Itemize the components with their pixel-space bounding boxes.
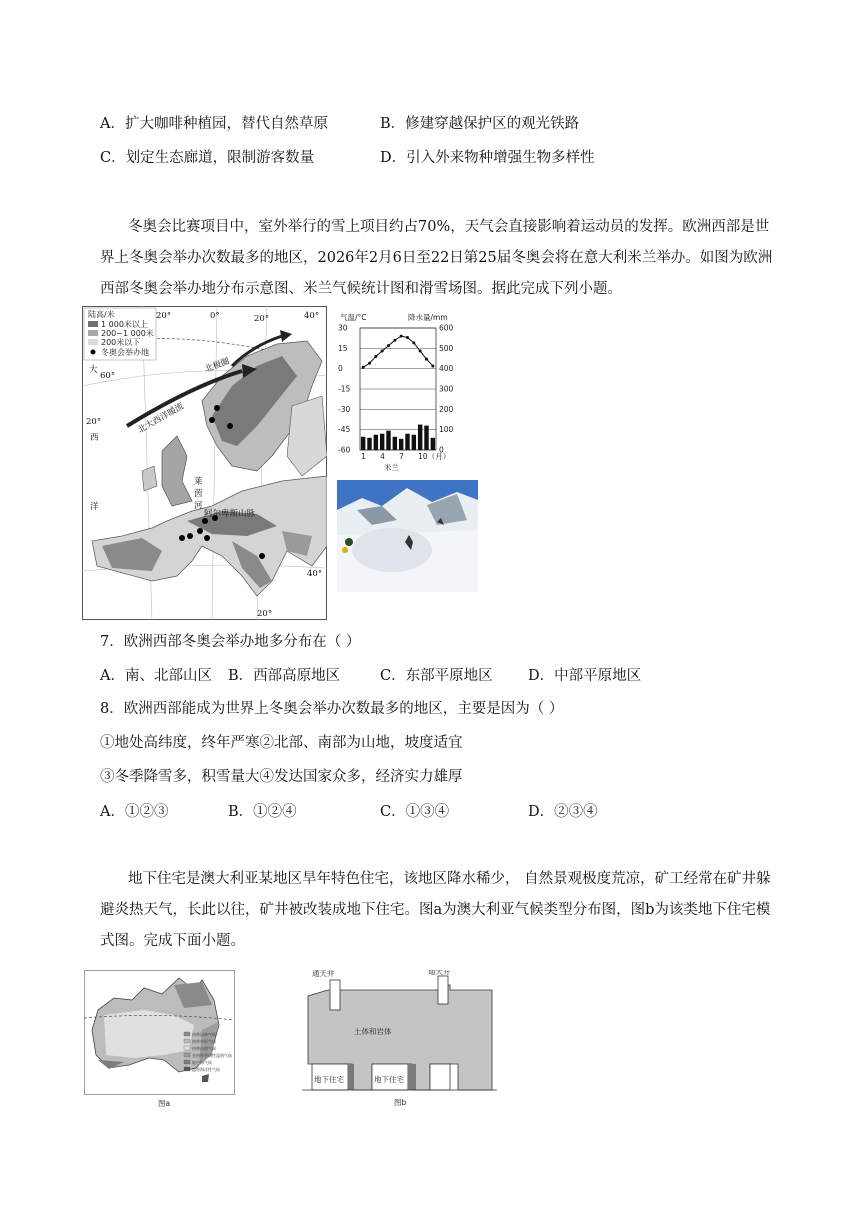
house-label-2: 地下住宅: [374, 1075, 404, 1084]
lon-label-4: 40°: [304, 311, 320, 321]
lat-label-60: 60°: [100, 371, 116, 381]
fig-a-legend-label: 地中海气候: [192, 1060, 212, 1065]
map-legend-title: 陆高/米: [88, 310, 115, 319]
temp-tick-label: 30: [338, 323, 348, 333]
fig-a-legend-swatch: [184, 1053, 190, 1057]
temp-point: [381, 350, 384, 353]
temp-point: [362, 366, 365, 369]
underground-house-diagram: [302, 970, 497, 1114]
fig-a-legend-swatch: [184, 1046, 190, 1050]
precip-bar: [361, 437, 365, 450]
temp-tick-label: -45: [338, 425, 351, 435]
q8-option-b: B．①②④: [228, 804, 297, 820]
precip-bar: [367, 438, 371, 450]
q7-stem: 7．欧洲西部冬奥会举办地多分布在（ ）: [100, 634, 361, 650]
month-tick-label: 4: [380, 452, 385, 461]
temp-point: [431, 364, 434, 367]
fig-a-legend-swatch: [184, 1060, 190, 1064]
fig-a-legend-swatch: [184, 1032, 190, 1036]
q7-option-b: B．西部高原地区: [228, 668, 341, 684]
temp-axis-label: 气温/°C: [340, 313, 367, 322]
precip-bar: [418, 425, 422, 450]
q8-stem: 8．欧洲西部能成为世界上冬奥会举办次数最多的地区，主要是因为（ ）: [100, 701, 564, 717]
passage-winter-olympics: [100, 212, 780, 305]
fig-a-legend-swatch: [184, 1039, 190, 1043]
temp-tick-label: 15: [338, 343, 348, 353]
lon-label-2: 0°: [210, 311, 220, 321]
fig-a-legend-label: 热带草原气候: [192, 1039, 216, 1044]
fig-a-legend-label: 亚热带季风性湿润气候: [192, 1053, 232, 1058]
fig-a-legend-label: 热带雨林气候: [192, 1032, 216, 1037]
ocean-char-1: 大: [89, 365, 98, 375]
precip-tick-label: 300: [439, 384, 454, 394]
fig-a-caption: 图a: [158, 1099, 171, 1108]
temp-point: [374, 355, 377, 358]
temp-point: [419, 350, 422, 353]
q8-option-c: C．①③④: [380, 804, 450, 820]
precip-bar: [386, 431, 390, 450]
current-label: 北大西洋暖流: [136, 401, 186, 436]
ocean-char-3: 洋: [90, 502, 99, 512]
temp-tick-label: -30: [338, 404, 351, 414]
q6-option-b: B．修建穿越保护区的观光铁路: [380, 116, 580, 132]
rhine-char-1: 莱: [194, 477, 203, 487]
month-tick-label: 7: [399, 452, 404, 461]
temp-point: [368, 362, 371, 365]
europe-map: [82, 306, 327, 624]
fig-a-legend-swatch: [184, 1067, 190, 1071]
bottom-lon-label: 20°: [257, 609, 273, 619]
precip-tick-label: 0: [439, 445, 444, 455]
shaft-label-left: 通天井: [312, 970, 335, 978]
house-label-1: 地下住宅: [314, 1075, 344, 1084]
fig-a-legend-label: 热带沙漠气候: [192, 1046, 216, 1051]
precip-tick-label: 200: [439, 404, 454, 414]
fig-b-caption: 图b: [394, 1098, 407, 1107]
passage-text: 冬奥会比赛项目中，室外举行的雪上项目约占70%，天气会直接影响着运动员的发挥。欧洲西部是世界上冬奥会举办次数最多的地区，2026年2月6日至22日第25届冬奥会将在意大利米兰举办。如图为欧洲西部冬奥会举办地分布示意图、米兰气候统计图和滑雪场图。据此完成下列小题。: [100, 219, 773, 297]
legend-item-host: 冬奥会举办地: [101, 348, 149, 357]
precip-tick-label: 600: [439, 323, 454, 333]
temp-tick-label: -60: [338, 445, 351, 455]
fig-a-legend-label: 温带海洋性气候: [192, 1067, 220, 1072]
milan-climate-chart: [336, 310, 466, 479]
q8-line-1: ①地处高纬度，终年严寒②北部、南部为山地，坡度适宜: [100, 735, 463, 751]
alps-label: 阿尔卑斯山脉: [204, 509, 256, 519]
precip-axis-label: 降水量/mm: [408, 313, 448, 322]
rhine-char-3: 河: [194, 501, 203, 511]
precip-bar: [412, 435, 416, 450]
shaft-label-right: 通天井: [428, 970, 451, 976]
precip-bar: [393, 437, 397, 450]
rock-label: 土体和岩体: [354, 1027, 392, 1036]
precip-tick-label: 100: [439, 425, 454, 435]
temp-point: [400, 335, 403, 338]
precip-tick-label: 500: [439, 343, 454, 353]
q8-option-d: D．②③④: [528, 804, 598, 820]
lat-label-20: 20°: [86, 417, 102, 427]
lon-label-1: 20°: [156, 311, 172, 321]
temp-point: [412, 341, 415, 344]
passage-underground-house: [100, 864, 780, 957]
precip-bar: [380, 434, 384, 450]
legend-item-mid: 200~1 000米: [101, 329, 154, 338]
australia-climate-map: [84, 970, 244, 1114]
precip-bar: [424, 426, 428, 450]
temp-point: [425, 358, 428, 361]
temp-tick-label: -15: [338, 384, 351, 394]
chart-title: 米兰: [384, 463, 399, 472]
precip-bar: [374, 435, 378, 450]
q8-line-2: ③冬季降雪多，积雪量大④发达国家众多，经济实力雄厚: [100, 769, 463, 785]
temp-tick-label: 0: [338, 364, 343, 374]
temp-point: [406, 336, 409, 339]
legend-item-low: 200米以下: [101, 338, 141, 347]
precip-bar: [405, 434, 409, 450]
q7-option-c: C．东部平原地区: [380, 668, 493, 684]
precip-bar: [399, 439, 403, 450]
q7-option-d: D．中部平原地区: [528, 668, 642, 684]
q6-option-d: D．引入外来物种增强生物多样性: [380, 150, 595, 166]
passage2-text: 地下住宅是澳大利亚某地区旱年特色住宅，该地区降水稀少， 自然景观极度荒凉，矿工经常在矿井躲避炎热天气，长此以往，矿井被改装成地下住宅。图a为澳大利亚气候类型分布图，图b为该类地下住宅模式图。完成下面小题。: [100, 871, 771, 949]
rhine-char-2: 茵: [194, 489, 203, 499]
ocean-char-2: 西: [90, 433, 99, 443]
q7-option-a: A．南、北部山区: [100, 668, 212, 684]
q6-option-c: C．划定生态廊道，限制游客数量: [100, 150, 315, 166]
q6-option-a: A．扩大咖啡种植园，替代自然草原: [100, 116, 328, 132]
legend-item-high: 1 000米以上: [101, 320, 148, 329]
temp-point: [393, 339, 396, 342]
ski-photo: [337, 480, 478, 596]
temp-point: [387, 344, 390, 347]
precip-bar: [431, 438, 435, 450]
lon-label-3: 20°: [254, 314, 270, 324]
month-tick-label: 1: [361, 452, 366, 461]
precip-tick-label: 400: [439, 364, 454, 374]
q8-option-a: A．①②③: [100, 804, 169, 820]
month-tick-label: 10（月）: [418, 452, 451, 461]
arctic-circle-label: 北极圈: [203, 356, 232, 375]
lat-label-40: 40°: [307, 569, 323, 579]
